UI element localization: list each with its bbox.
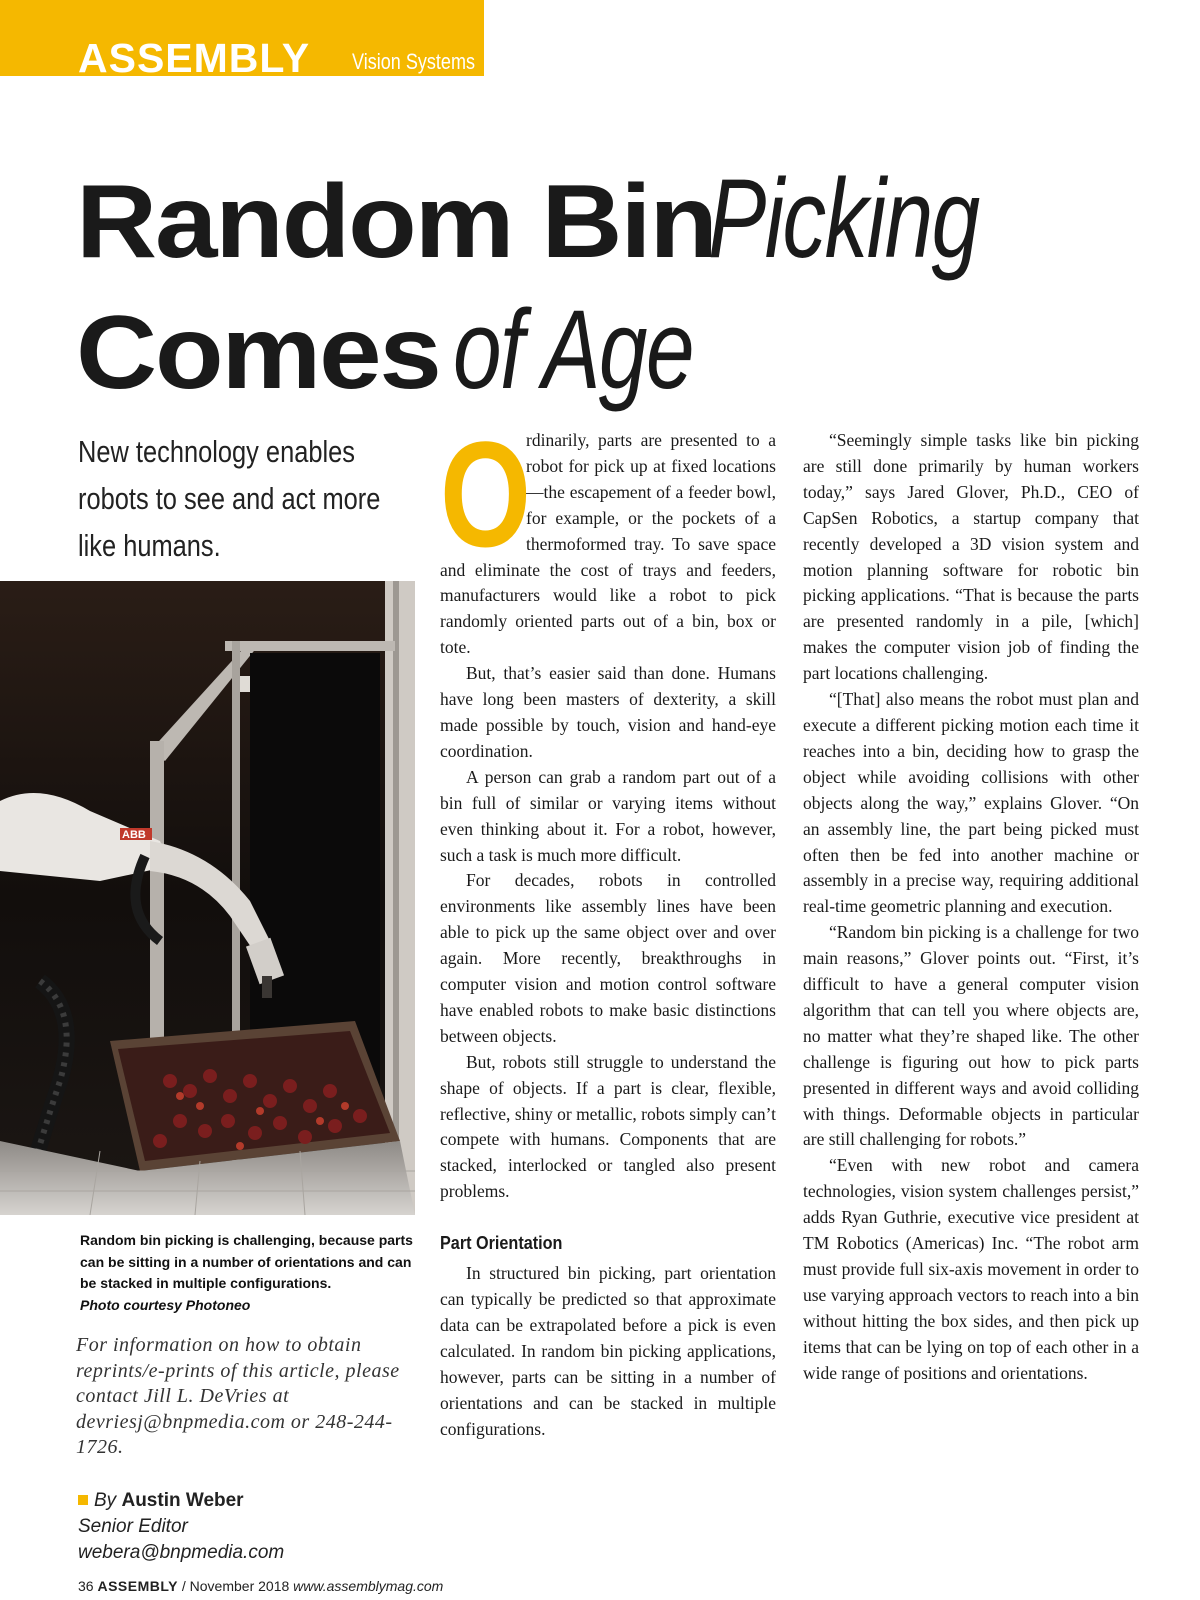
headline-line2-light: of Age [452,287,693,412]
paragraph: A person can grab a random part out of a bin full of similar or varying items without even thinking about it. For a robot, however, such a task is much more difficult. [440,766,776,865]
paragraph: But, that’s easier said than done. Humans have long been masters of dexterity, a skill made possible by touch, vision and hand-eye coordination. [440,663,776,761]
caption-text: Random bin picking is challenging, because parts can be sitting in a number of orientations and can be stacked in multiple configurations. [80,1232,413,1291]
footer-magazine: ASSEMBLY [97,1578,178,1594]
paragraph: For decades, robots in controlled environments like assembly lines have been able to pick up the same object over and over again. More recently, breakthroughs in computer vision and motion control software have enabled robots to make basic distinctions between objects. [440,870,776,1046]
photo-caption [80,1230,420,1316]
page-footer [78,1578,443,1594]
article-column-2 [803,428,1139,1387]
footer-issue: / November 2018 [181,1578,290,1594]
reprint-info: For information on how to obtain reprints/e-prints of this article, please contact Jill L. DeVries at devriesj@bnpmedia.com or 248-244-1726. [76,1334,400,1458]
author-role: Senior Editor [78,1516,188,1537]
author-name: Austin Weber [121,1490,244,1511]
headline-line2-bold: Comes [76,295,440,411]
article-photo [0,581,415,1215]
paragraph: rdinarily, parts are presented to a robot for pick up at fixed locations—the escapement of a feeder bowl, for example, or the pockets of a thermoformed tray. To save space and eliminate the cost of trays and feeders, manufacturers would like a robot to pick randomly oriented parts out of a bin, box or tote. [440,430,776,658]
paragraph: But, robots still struggle to understand the shape of objects. If a part is clear, flexible, reflective, shiny or metallic, robots simply can’t compete with humans. Components that are stacked, interlocked or tangled also present problems. [440,1051,776,1202]
author-email[interactable]: webera@bnpmedia.com [78,1542,285,1563]
headline-line1-bold: Random Bin [76,164,716,280]
bullet-square-icon [78,1495,88,1505]
paragraph: “Even with new robot and camera technologies, vision system challenges persist,” adds Ryan Guthrie, executive vice president at TM Robotics (Americas) Inc. “The robot arm must provide full six-axis movement in order to use varying approach vectors to reach into a bin without hitting the box sides, and then pick up items that can be lying on top of each other in a wide range of positions and orientations. [803,1155,1139,1383]
byline [78,1488,284,1566]
photo-credit: Photo courtesy Photoneo [80,1296,251,1313]
robot-brand-label: ABB [122,829,146,841]
footer-url[interactable]: www.assemblymag.com [293,1578,444,1594]
byline-by: By [94,1490,117,1511]
paragraph: “[That] also means the robot must plan and execute a different picking motion each time it reaches into a bin, deciding how to grasp the object while avoiding collisions with other objects along the way,” explains Glover. “On an assembly line, the part being picked must often then be fed into another machine or assembly in a precise way, requiring additional real-time geometric planning and execution. [803,689,1139,917]
paragraph: “Seemingly simple tasks like bin picking are still done primarily by human workers today,” says Jared Glover, Ph.D., CEO of CapSen Robotics, a startup company that recently developed a 3D vision system and motion planning software for robotic bin picking applications. “That is because the parts are presented randomly in a pile, [which] makes the computer vision job of finding the part locations challenging. [803,430,1139,684]
paragraph: In structured bin picking, part orientation can typically be predicted so that approximate data can be extrapolated before a pick is even calculated. In random bin picking applications, however, parts can be sitting in a number of orientations and can be stacked in multiple configurations. [440,1263,776,1439]
paragraph: “Random bin picking is a challenge for two main reasons,” Glover points out. “First, it’s difficult to have a general computer vision algorithm that can tell you where objects are, no matter what they’re shaped like. The other challenge is figuring out how to pick parts presented in different ways and avoid colliding with things. Deformable objects in particular are still challenging for robots.” [803,922,1139,1150]
deck-subtitle: New technology enables robots to see and act more like humans. [78,434,381,563]
subhead: Part Orientation [440,1233,563,1254]
headline [76,155,1055,417]
section-subtitle: Vision Systems [352,49,475,74]
page-number: 36 [78,1578,94,1594]
section-name: ASSEMBLY [78,35,311,81]
robot-bin-photo-illustration [0,581,415,1215]
drop-cap: O [440,410,532,578]
article-column-1 [440,410,776,1442]
headline-line1-light: Picking [708,156,980,281]
